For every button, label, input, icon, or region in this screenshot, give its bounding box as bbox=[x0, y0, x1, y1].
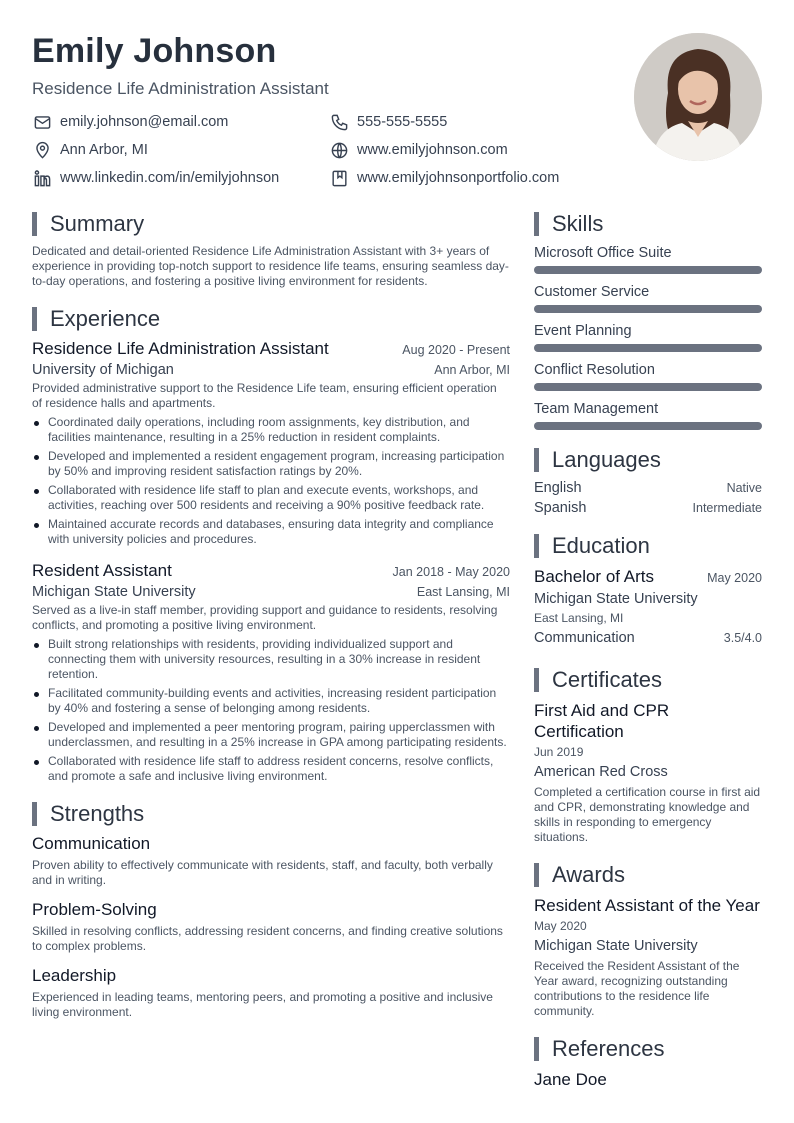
reference-name: Jane Doe bbox=[534, 1070, 607, 1089]
section-accent-bar bbox=[32, 802, 37, 826]
right-column bbox=[534, 212, 762, 1090]
job-organization: Michigan State University bbox=[32, 584, 196, 600]
language-item bbox=[534, 500, 762, 516]
list-item: Built strong relationships with residents, providing individualized support and connecting them with university resources, resulting in a 30% increase in resident retention. bbox=[32, 637, 510, 682]
contact-email[interactable] bbox=[32, 112, 228, 132]
website-text: www.emilyjohnson.com bbox=[357, 142, 508, 158]
language-level: Native bbox=[726, 481, 762, 495]
strength-title: Communication bbox=[32, 834, 151, 853]
list-item: Developed and implemented a peer mentoring program, pairing upperclassmen with underclassmen, and resulting in a 25% increase in GPA among participating residents. bbox=[32, 720, 510, 750]
list-item: Collaborated with residence life staff to address resident concerns, resolve conflicts, and promote a safe and inclusive living environment. bbox=[32, 754, 510, 784]
awards-heading: Awards bbox=[534, 863, 762, 887]
award-date: May 2020 bbox=[534, 919, 587, 933]
strength-text: Experienced in leading teams, mentoring peers, and promoting a positive and inclusive living environment. bbox=[32, 990, 493, 1019]
contact-phone[interactable] bbox=[329, 112, 447, 132]
phone-icon bbox=[329, 112, 349, 132]
section-accent-bar bbox=[534, 863, 539, 887]
contact-linkedin[interactable] bbox=[32, 168, 279, 188]
job-bullets bbox=[32, 415, 510, 547]
gpa: 3.5/4.0 bbox=[723, 631, 762, 645]
summary-text: Dedicated and detail-oriented Residence Life Administration Assistant with 3+ years of experience in providing top-notch support to residence life teams, ensuring seamless day-to-day operations, and fostering a positive living environment for residents. bbox=[32, 244, 509, 288]
skill-level-bar bbox=[534, 344, 762, 352]
list-item: Collaborated with residence life staff to plan and execute events, workshops, and activities, reaching over 500 residents and receiving a 90% positive feedback rate. bbox=[32, 483, 510, 513]
school-name: Michigan State University bbox=[534, 591, 698, 607]
contact-portfolio[interactable] bbox=[329, 168, 559, 188]
language-name: English bbox=[534, 480, 582, 496]
award-issuer: Michigan State University bbox=[534, 938, 698, 954]
skill-level-bar bbox=[534, 422, 762, 430]
experience-entry bbox=[32, 339, 510, 547]
linkedin-icon bbox=[32, 168, 52, 188]
job-organization: University of Michigan bbox=[32, 362, 174, 378]
skill-level-bar bbox=[534, 383, 762, 391]
language-item bbox=[534, 480, 762, 496]
skill-name: Microsoft Office Suite bbox=[534, 245, 672, 261]
certificate-description: Completed a certification course in first aid and CPR, demonstrating knowledge and skills in responding to emergency situations. bbox=[534, 785, 761, 844]
contact-info bbox=[32, 112, 612, 202]
education-date: May 2020 bbox=[707, 571, 762, 585]
references-heading: References bbox=[534, 1037, 762, 1061]
resume-header bbox=[32, 30, 612, 202]
list-item: Coordinated daily operations, including room assignments, key distribution, and facilities maintenance, resulting in a 25% reduction in resident complaints. bbox=[32, 415, 510, 445]
email-text: emily.johnson@email.com bbox=[60, 114, 229, 130]
award-title: Resident Assistant of the Year bbox=[534, 896, 760, 915]
location-pin-icon bbox=[32, 140, 52, 160]
list-item: Facilitated community-building events and activities, increasing resident participation by 40% and fostering a sense of belonging among residents. bbox=[32, 686, 510, 716]
education-heading: Education bbox=[534, 534, 762, 558]
job-role: Resident Assistant bbox=[32, 561, 172, 580]
globe-icon bbox=[329, 140, 349, 160]
bookmark-icon bbox=[329, 168, 349, 188]
strength-title: Problem-Solving bbox=[32, 900, 157, 919]
language-name: Spanish bbox=[534, 500, 587, 516]
contact-website[interactable] bbox=[329, 140, 508, 160]
skill-name: Team Management bbox=[534, 401, 659, 417]
job-description: Provided administrative support to the Residence Life team, ensuring efficient operation of residence halls and apartments. bbox=[32, 381, 497, 410]
job-dates: Jan 2018 - May 2020 bbox=[392, 565, 510, 579]
languages-heading: Languages bbox=[534, 448, 762, 472]
skill-level-bar bbox=[534, 266, 762, 274]
strength-text: Proven ability to effectively communicate with residents, staff, and faculty, both verbally and in writing. bbox=[32, 858, 493, 887]
strength-item bbox=[32, 900, 510, 954]
strength-item bbox=[32, 834, 510, 888]
award-description: Received the Resident Assistant of the Year award, recognizing outstanding contributions to the residence life community. bbox=[534, 959, 740, 1018]
section-accent-bar bbox=[534, 448, 539, 472]
job-role: Residence Life Administration Assistant bbox=[32, 339, 329, 358]
experience-entry bbox=[32, 561, 510, 784]
job-location: East Lansing, MI bbox=[416, 585, 510, 599]
skills-heading: Skills bbox=[534, 212, 762, 236]
certificate-title: First Aid and CPR Certification bbox=[534, 701, 670, 741]
experience-heading: Experience bbox=[32, 307, 510, 331]
candidate-name: Emily Johnson bbox=[32, 32, 277, 70]
section-accent-bar bbox=[534, 212, 539, 236]
strength-title: Leadership bbox=[32, 966, 117, 985]
linkedin-text: www.linkedin.com/in/emilyjohnson bbox=[60, 170, 280, 186]
section-accent-bar bbox=[32, 307, 37, 331]
skill-name: Conflict Resolution bbox=[534, 362, 655, 378]
certificates-heading: Certificates bbox=[534, 668, 762, 692]
section-accent-bar bbox=[534, 1037, 539, 1061]
list-item: Maintained accurate records and databases, ensuring data integrity and compliance with university policies and procedures. bbox=[32, 517, 510, 547]
degree-title: Bachelor of Arts bbox=[534, 567, 655, 586]
list-item: Developed and implemented a resident engagement program, increasing participation by 50% and improving resident satisfaction ratings by 20%. bbox=[32, 449, 510, 479]
email-icon bbox=[32, 112, 52, 132]
summary-heading: Summary bbox=[32, 212, 510, 236]
portfolio-text: www.emilyjohnsonportfolio.com bbox=[357, 170, 560, 186]
phone-text: 555-555-5555 bbox=[357, 114, 448, 130]
section-accent-bar bbox=[32, 212, 37, 236]
job-dates: Aug 2020 - Present bbox=[402, 343, 510, 357]
job-bullets bbox=[32, 637, 510, 784]
section-accent-bar bbox=[534, 534, 539, 558]
job-location: Ann Arbor, MI bbox=[434, 363, 510, 377]
strength-item bbox=[32, 966, 510, 1020]
skill-name: Event Planning bbox=[534, 323, 632, 339]
contact-location bbox=[32, 140, 148, 160]
profile-photo bbox=[634, 33, 762, 161]
skill-name: Customer Service bbox=[534, 284, 650, 300]
candidate-title: Residence Life Administration Assistant bbox=[32, 79, 329, 98]
language-level: Intermediate bbox=[692, 501, 762, 515]
skill-level-bar bbox=[534, 305, 762, 313]
section-accent-bar bbox=[534, 668, 539, 692]
job-description: Served as a live-in staff member, providing support and guidance to residents, resolving conflicts, and promoting a positive living environment. bbox=[32, 603, 498, 632]
field-of-study: Communication bbox=[534, 630, 635, 646]
location-text: Ann Arbor, MI bbox=[60, 142, 148, 158]
certificate-issuer: American Red Cross bbox=[534, 764, 668, 780]
left-column bbox=[32, 212, 510, 1020]
skills-list bbox=[534, 244, 762, 430]
strengths-heading: Strengths bbox=[32, 802, 510, 826]
certificate-date: Jun 2019 bbox=[534, 745, 584, 759]
strength-text: Skilled in resolving conflicts, addressing resident concerns, and finding creative solutions to complex problems. bbox=[32, 924, 503, 953]
school-location: East Lansing, MI bbox=[534, 611, 624, 625]
